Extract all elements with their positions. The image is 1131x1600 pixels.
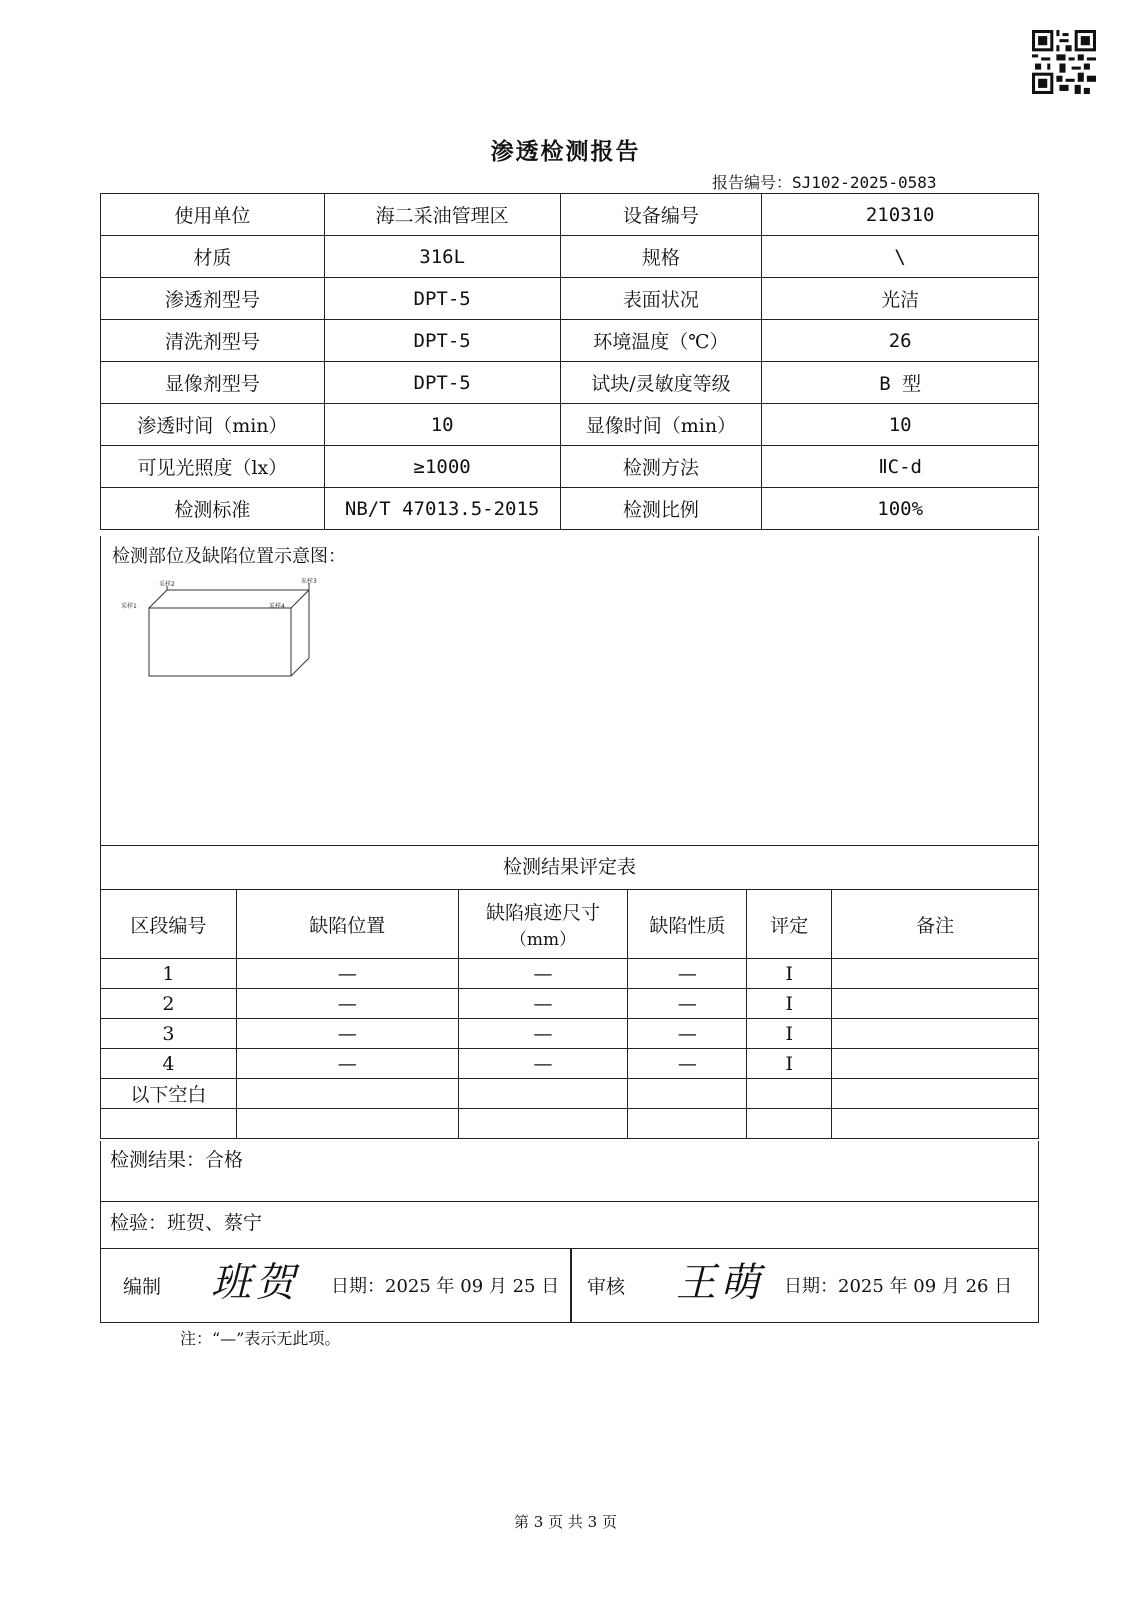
review-date: 日期：2025 年 09 月 26 日: [784, 1276, 1013, 1297]
cell-segment: 以下空白: [101, 1079, 237, 1109]
report-number-label: 报告编号：: [712, 173, 793, 192]
cell-nature: —: [628, 1019, 747, 1049]
results-title: 检测结果评定表: [100, 845, 1039, 890]
cell-size: —: [458, 989, 628, 1019]
table-row: [101, 1049, 1039, 1079]
review-signature: 王萌: [676, 1260, 764, 1306]
info-value-1: NB/T 47013.5-2015: [324, 488, 560, 530]
page-title: 渗透检测报告: [490, 138, 641, 165]
info-value-1: 316L: [324, 236, 560, 278]
cell-grade: Ⅰ: [747, 1019, 832, 1049]
results-table: [100, 889, 1039, 1139]
info-value-1: DPT-5: [324, 278, 560, 320]
signature-row: [100, 1249, 1039, 1323]
cell-grade: Ⅰ: [747, 959, 832, 989]
cell-note: [832, 1019, 1039, 1049]
cell-size: —: [458, 1019, 628, 1049]
conclusion-text: 检测结果：合格: [110, 1149, 244, 1171]
info-value-1: ≥1000: [324, 446, 560, 488]
cell-position: [236, 1109, 458, 1139]
qr-code-icon: [1032, 30, 1096, 94]
review-label: 审核: [587, 1276, 626, 1298]
report-number-value: SJ102-2025-0583: [792, 173, 937, 192]
sample-point-label: 采样3: [301, 578, 317, 585]
info-value-1: DPT-5: [324, 362, 560, 404]
diagram-section: [100, 536, 1039, 846]
info-key-1: 可见光照度（lx）: [101, 446, 325, 488]
info-value-1: 10: [324, 404, 560, 446]
cell-grade: Ⅰ: [747, 1049, 832, 1079]
info-value-2: ⅡC-d: [762, 446, 1039, 488]
info-row: [101, 446, 1039, 488]
info-table: [100, 193, 1039, 530]
cell-grade: Ⅰ: [747, 989, 832, 1019]
cell-segment: 2: [101, 989, 237, 1019]
info-value-1: DPT-5: [324, 320, 560, 362]
info-value-2: 光洁: [762, 278, 1039, 320]
table-row: [101, 989, 1039, 1019]
prepare-signature: 班贺: [211, 1260, 299, 1306]
cell-size: [458, 1109, 628, 1139]
cell-nature: —: [628, 989, 747, 1019]
info-value-2: \: [762, 236, 1039, 278]
prepare-date: 日期：2025 年 09 月 25 日: [331, 1276, 560, 1297]
info-row: [101, 488, 1039, 530]
col-header-note: 备注: [832, 890, 1039, 959]
info-key-1: 使用单位: [101, 194, 325, 236]
cell-size: —: [458, 959, 628, 989]
info-value-2: 210310: [762, 194, 1039, 236]
cell-segment: [101, 1109, 237, 1139]
signature-divider: [570, 1249, 572, 1322]
info-key-1: 清洗剂型号: [101, 320, 325, 362]
cell-nature: —: [628, 1049, 747, 1079]
sample-point-label: 采样2: [159, 581, 175, 588]
inspector-text: 检验：班贺、蔡宁: [110, 1212, 263, 1234]
info-row: [101, 362, 1039, 404]
info-key-2: 试块/灵敏度等级: [560, 362, 762, 404]
col-header-size-unit: （mm）: [509, 930, 577, 950]
cell-segment: 3: [101, 1019, 237, 1049]
sample-point-label: 采样1: [121, 603, 137, 610]
inspector-row: [100, 1202, 1039, 1249]
info-row: [101, 404, 1039, 446]
info-value-1: 海二采油管理区: [324, 194, 560, 236]
table-row: [101, 1079, 1039, 1109]
cell-note: [832, 1079, 1039, 1109]
info-key-2: 检测比例: [560, 488, 762, 530]
cell-note: [832, 959, 1039, 989]
col-header-segment: 区段编号: [101, 890, 237, 959]
info-value-2: 10: [762, 404, 1039, 446]
table-row: [101, 959, 1039, 989]
cell-position: [236, 1079, 458, 1109]
cell-note: [832, 1049, 1039, 1079]
info-key-2: 显像时间（min）: [560, 404, 762, 446]
table-row: [101, 1019, 1039, 1049]
info-key-1: 渗透时间（min）: [101, 404, 325, 446]
info-key-1: 材质: [101, 236, 325, 278]
info-row: [101, 320, 1039, 362]
cell-note: [832, 989, 1039, 1019]
col-header-nature: 缺陷性质: [628, 890, 747, 959]
col-header-position: 缺陷位置: [236, 890, 458, 959]
cell-grade: [747, 1079, 832, 1109]
cell-size: [458, 1079, 628, 1109]
cell-segment: 1: [101, 959, 237, 989]
info-key-1: 渗透剂型号: [101, 278, 325, 320]
cell-note: [832, 1109, 1039, 1139]
inspection-diagram: [121, 578, 351, 683]
info-key-2: 表面状况: [560, 278, 762, 320]
sample-point-label: 采样4: [269, 603, 285, 610]
info-row: [101, 278, 1039, 320]
results-header-row: [101, 890, 1039, 959]
conclusion-row: [100, 1141, 1039, 1202]
info-key-2: 设备编号: [560, 194, 762, 236]
cell-size: —: [458, 1049, 628, 1079]
cell-nature: —: [628, 959, 747, 989]
cell-position: —: [236, 989, 458, 1019]
info-key-2: 规格: [560, 236, 762, 278]
cell-grade: [747, 1109, 832, 1139]
info-value-2: B 型: [762, 362, 1039, 404]
cell-position: —: [236, 1049, 458, 1079]
info-row: [101, 236, 1039, 278]
cell-nature: [628, 1079, 747, 1109]
footnote: 注：“—”表示无此项。: [180, 1329, 341, 1348]
table-row: [101, 1109, 1039, 1139]
info-key-1: 检测标准: [101, 488, 325, 530]
info-value-2: 100%: [762, 488, 1039, 530]
info-key-2: 环境温度（℃）: [560, 320, 762, 362]
info-key-2: 检测方法: [560, 446, 762, 488]
info-value-2: 26: [762, 320, 1039, 362]
cell-position: —: [236, 1019, 458, 1049]
cell-position: —: [236, 959, 458, 989]
report-number: [712, 170, 937, 193]
cell-segment: 4: [101, 1049, 237, 1079]
info-row: [101, 194, 1039, 236]
prepare-label: 编制: [123, 1276, 162, 1298]
cell-nature: [628, 1109, 747, 1139]
col-header-size-line1: 缺陷痕迹尺寸: [486, 902, 601, 924]
page-number: 第 3 页 共 3 页: [514, 1513, 617, 1531]
diagram-label: 检测部位及缺陷位置示意图：: [112, 546, 346, 567]
info-key-1: 显像剂型号: [101, 362, 325, 404]
col-header-size: [458, 890, 628, 959]
col-header-grade: 评定: [747, 890, 832, 959]
